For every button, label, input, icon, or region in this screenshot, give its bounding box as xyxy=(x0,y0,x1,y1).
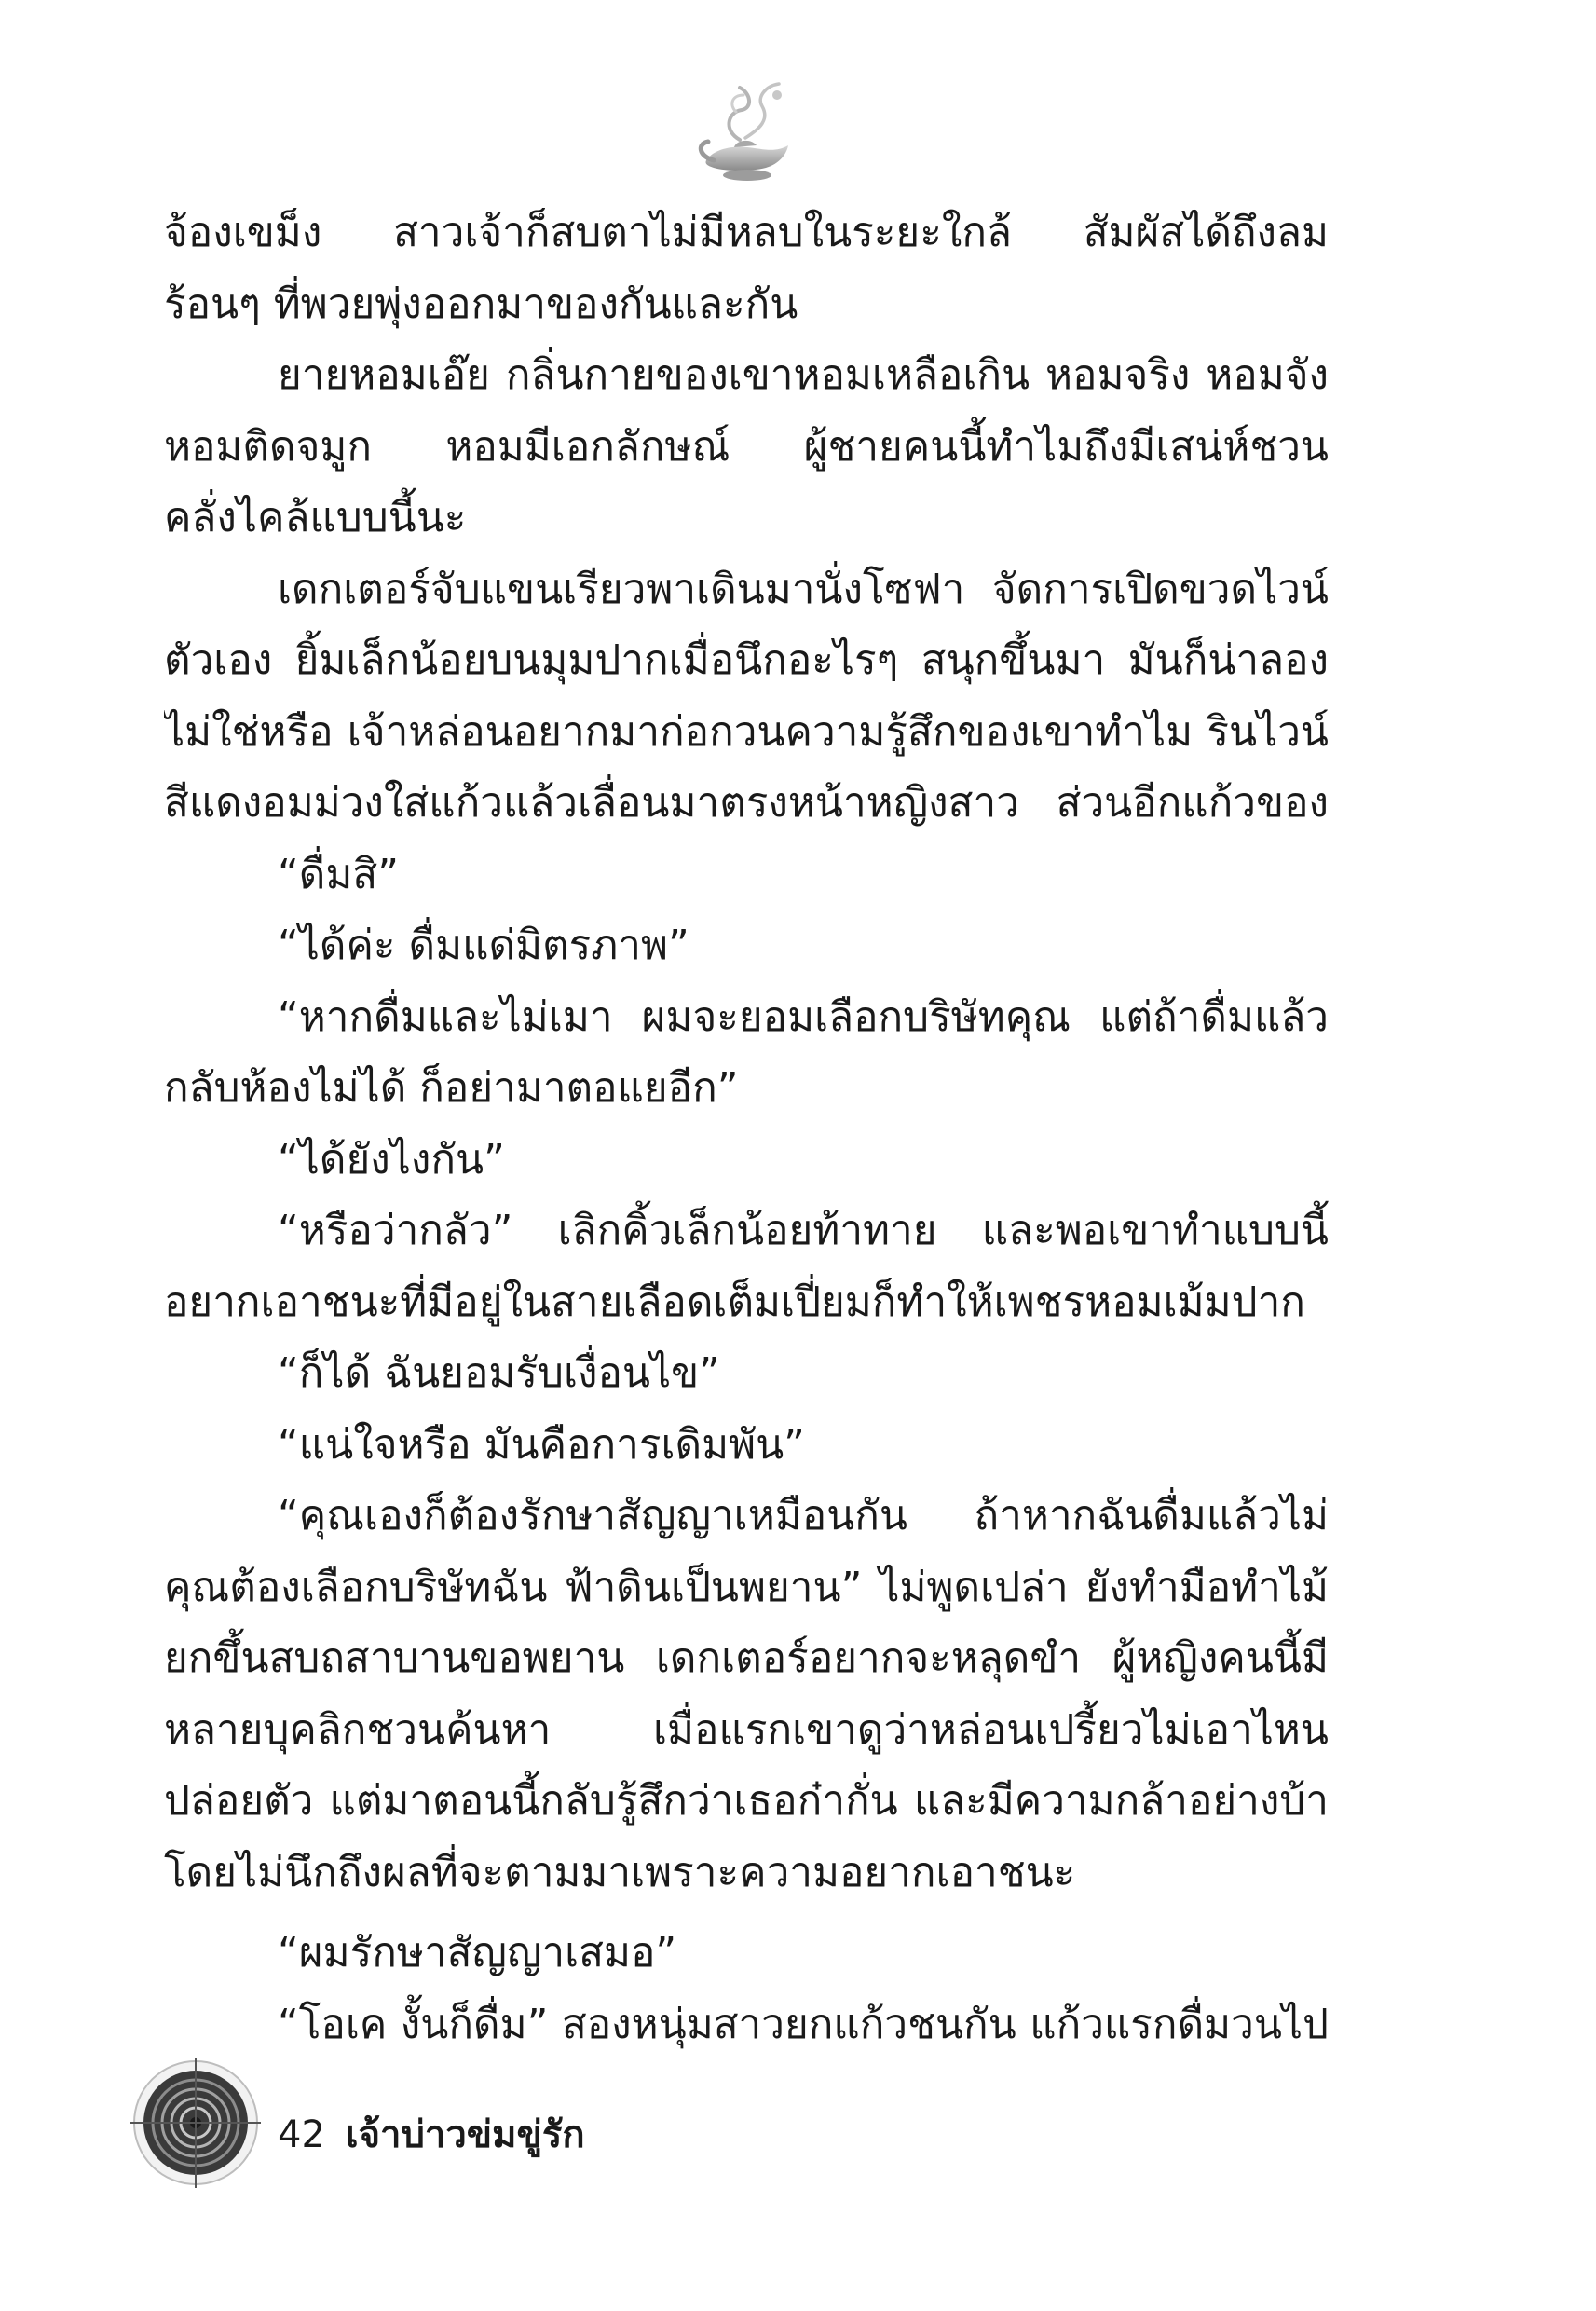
text-line: กลับห้องไม่ได้ ก็อย่ามาตอแยอีก” xyxy=(164,1064,739,1112)
footer-text xyxy=(278,2104,585,2164)
page-footer xyxy=(130,2058,783,2188)
text-line: “ได้ค่ะ ดื่มแด่มิตรภาพ” xyxy=(278,922,689,969)
text-line: “ได้ยังไงกัน” xyxy=(278,1135,505,1183)
text-line: “หรือว่ากลัว” เลิกคิ้วเล็กน้อยท้าทาย และพอเขาทำแบบนี้ xyxy=(278,1207,1329,1254)
page-number: 42 xyxy=(278,2113,325,2156)
text-line: จ้องเขม็ง สาวเจ้าก็สบตาไม่มีหลบในระยะใกล้ สัมผัสได้ถึงลม xyxy=(164,209,1329,256)
text-line: “โอเค งั้นก็ดื่ม” สองหนุ่มสาวยกแก้วชนกัน แก้วแรกดื่มวนไป xyxy=(278,2000,1329,2048)
text-line: อยากเอาชนะที่มีอยู่ในสายเลือดเต็มเปี่ยมก็ทำให้เพชรหอมเม้มปาก xyxy=(164,1278,1305,1326)
text-line: ร้อนๆ ที่พวยพุ่งออกมาของกันและกัน xyxy=(164,280,798,328)
text-line: ยายหอมเอ๊ย กลิ่นกายของเขาหอมเหลือเกิน หอมจริง หอมจัง xyxy=(278,351,1329,399)
text-line: “คุณเองก็ต้องรักษาสัญญาเหมือนกัน ถ้าหากฉันดื่มแล้วไม่ xyxy=(278,1492,1329,1539)
text-line: “หากดื่มและไม่เมา ผมจะยอมเลือกบริษัทคุณ แต่ถ้าดื่มแล้ว xyxy=(278,992,1329,1041)
text-line: ตัวเอง ยิ้มเล็กน้อยบนมุมปากเมื่อนึกอะไรๆ สนุกขึ้นมา มันก็น่าลอง xyxy=(164,636,1329,684)
text-line: “ดื่มสิ” xyxy=(278,850,400,898)
book-title: เจ้าบ่าวข่มขู่รัก xyxy=(345,2113,585,2156)
text-line: “แน่ใจหรือ มันคือการเดิมพัน” xyxy=(278,1420,805,1469)
text-line: สีแดงอมม่วงใส่แก้วแล้วเลื่อนมาตรงหน้าหญิงสาว ส่วนอีกแก้วของ xyxy=(164,779,1329,827)
text-line: หอมติดจมูก หอมมีเอกลักษณ์ ผู้ชายคนนี้ทำไมถึงมีเสน่ห์ชวน xyxy=(164,422,1329,471)
text-line: “ก็ได้ ฉันยอมรับเงื่อนไข” xyxy=(278,1349,720,1397)
text-line: โดยไม่นึกถึงผลที่จะตามมาเพราะความอยากเอาชนะ xyxy=(164,1848,1076,1896)
text-line: คุณต้องเลือกบริษัทฉัน ฟ้าดินเป็นพยาน” ไม่พูดเปล่า ยังทำมือทำไม้ xyxy=(164,1563,1329,1611)
text-line: เดกเตอร์จับแขนเรียวพาเดินมานั่งโซฟา จัดการเปิดขวดไวน์ xyxy=(278,565,1329,613)
text-line: หลายบุคลิกชวนค้นหา เมื่อแรกเขาดูว่าหล่อนเปรี้ยวไม่เอาไหน xyxy=(164,1705,1329,1754)
text-line: คลั่งไคล้แบบนี้นะ xyxy=(164,494,467,541)
text-line: ปล่อยตัว แต่มาตอนนี้กลับรู้สึกว่าเธอก๋ากั่น และมีความกล้าอย่างบ้า xyxy=(164,1777,1329,1825)
text-line: “ผมรักษาสัญญาเสมอ” xyxy=(278,1929,677,1976)
body-text xyxy=(164,198,1329,2060)
genie-lamp-icon xyxy=(686,75,807,196)
text-line: ยกขึ้นสบถสาบานขอพยาน เดกเตอร์อยากจะหลุดขำ ผู้หญิงคนนี้มี xyxy=(164,1634,1329,1682)
text-line: ไม่ใช่หรือ เจ้าหล่อนอยากมาก่อกวนความรู้สึกของเขาทำไม รินไวน์ xyxy=(164,707,1329,756)
target-icon xyxy=(130,2058,261,2188)
